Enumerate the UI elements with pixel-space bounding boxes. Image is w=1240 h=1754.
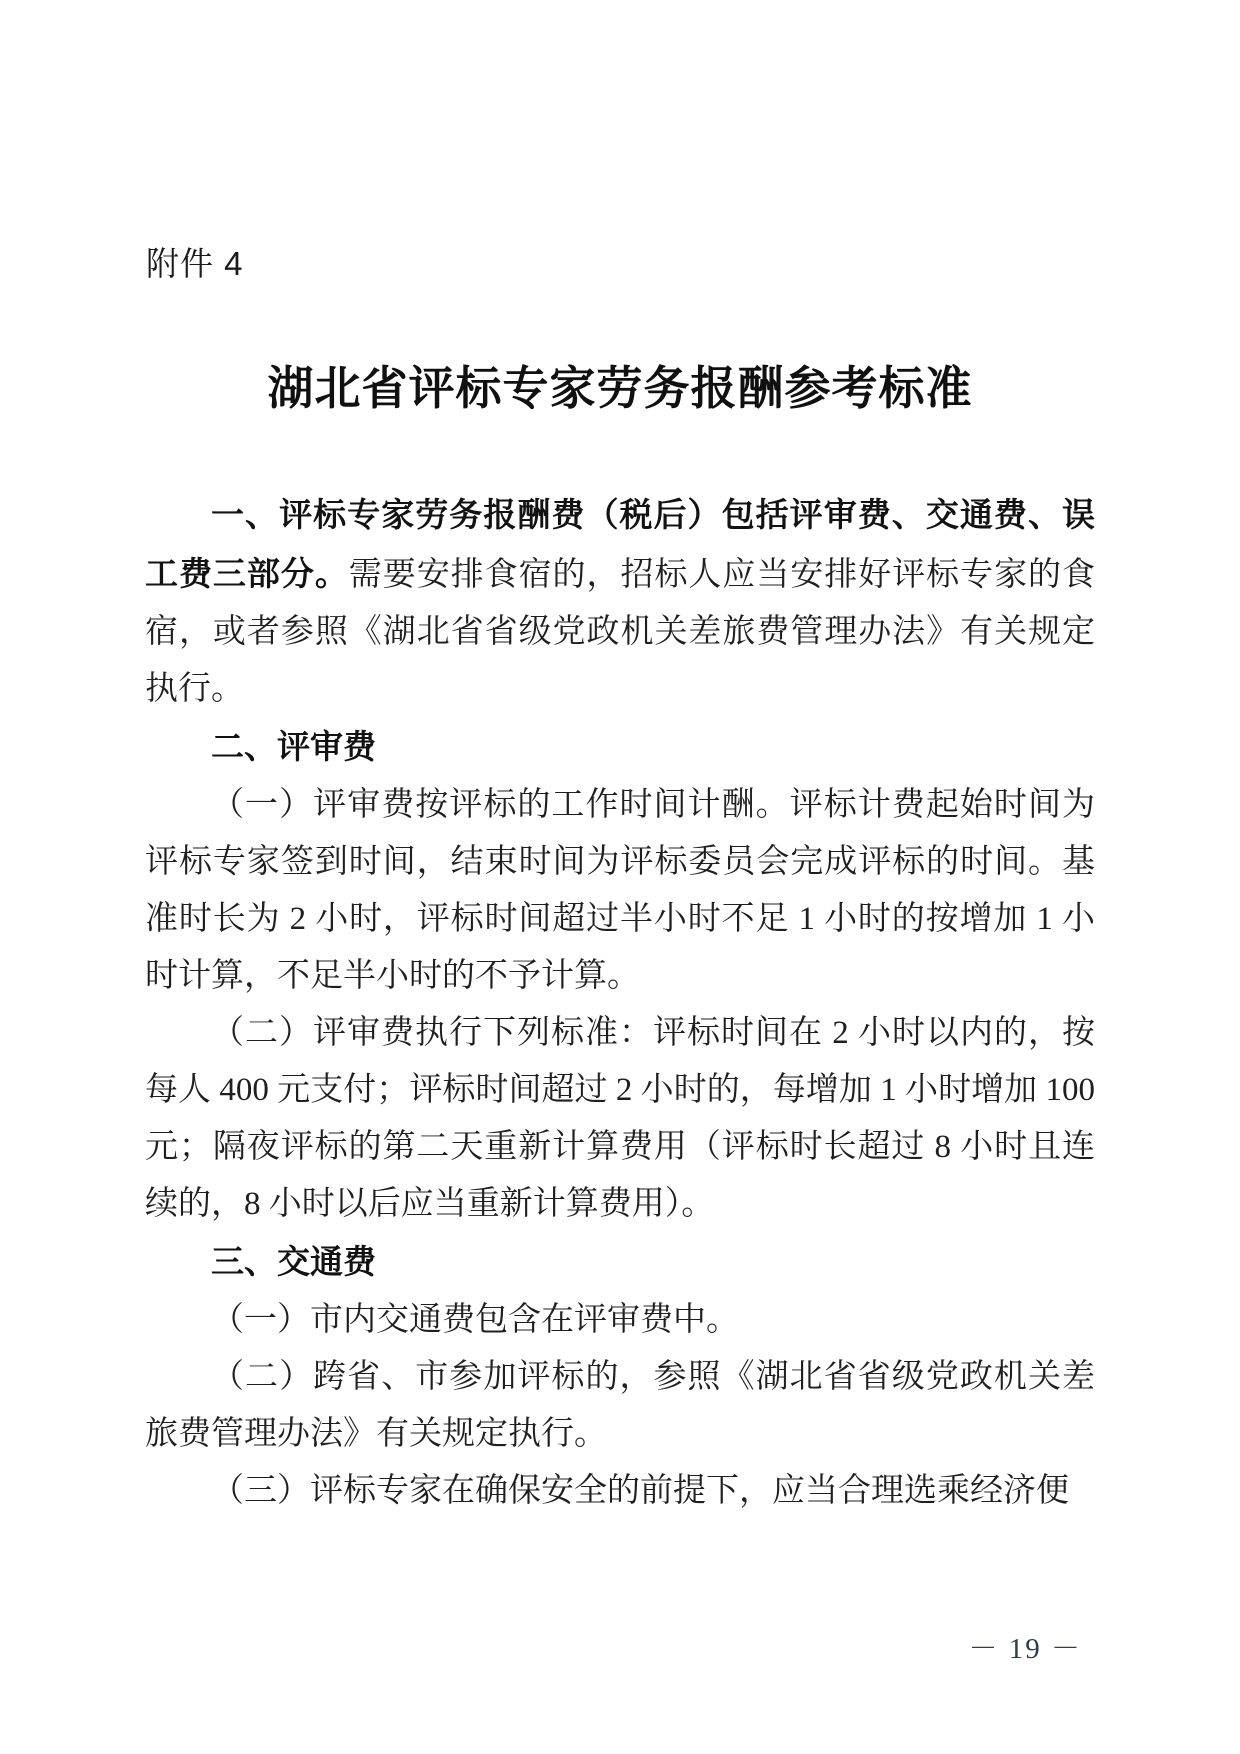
bold-text-segment: 二、评审费 (211, 728, 376, 765)
text-segment: （二）跨省、市参加评标的，参照《湖北省省级党政机关差旅费管理办法》有关规定执行。 (145, 1359, 1095, 1452)
paragraph (145, 1349, 1095, 1463)
text-segment: （三）评标专家在确保安全的前提下，应当合理选乘经济便 (211, 1473, 1069, 1509)
text-segment: （一）评审费按评标的工作时间计酬。评标计费起始时间为评标专家签到时间，结束时间为评标委员会完成评标的时间。基准时长为 2 小时，评标时间超过半小时不足 1 小时的按增加 1 小时计算，不足半小时的不予计算。 (145, 787, 1096, 994)
paragraph (145, 486, 1095, 718)
bold-text-segment: 三、交通费 (211, 1243, 376, 1280)
text-segment: （二）评审费执行下列标准：评标时间在 2 小时以内的，按每人 400 元支付；评标时间超过 2 小时的，每增加 1 小时增加 100 元；隔夜评标的第二天重新计算费用（评标时长超过 8 小时且连续的，8 小时以后应当重新计算费用）。 (145, 1015, 1095, 1222)
bold-text-segment: 一、评标专家劳务报酬费（税后）包括评审费、交通费、误工费三部分。 (145, 496, 1095, 592)
attachment-label: 附件 4 (146, 245, 244, 282)
document-body (145, 486, 1095, 1520)
page-number: － 19 － (968, 1633, 1082, 1665)
page-title: 湖北省评标专家劳务报酬参考标准 (267, 362, 973, 414)
text-segment: 需要安排食宿的，招标人应当安排好评标专家的食宿，或者参照《湖北省省级党政机关差旅费管理办法》有关规定执行。 (145, 557, 1096, 707)
section-heading (145, 1233, 1095, 1292)
text-segment: （一）市内交通费包含在评审费中。 (211, 1302, 739, 1338)
paragraph (145, 1292, 1095, 1349)
paragraph (145, 1463, 1095, 1520)
paragraph (145, 777, 1095, 1005)
section-heading (145, 718, 1095, 777)
paragraph (145, 1005, 1095, 1233)
